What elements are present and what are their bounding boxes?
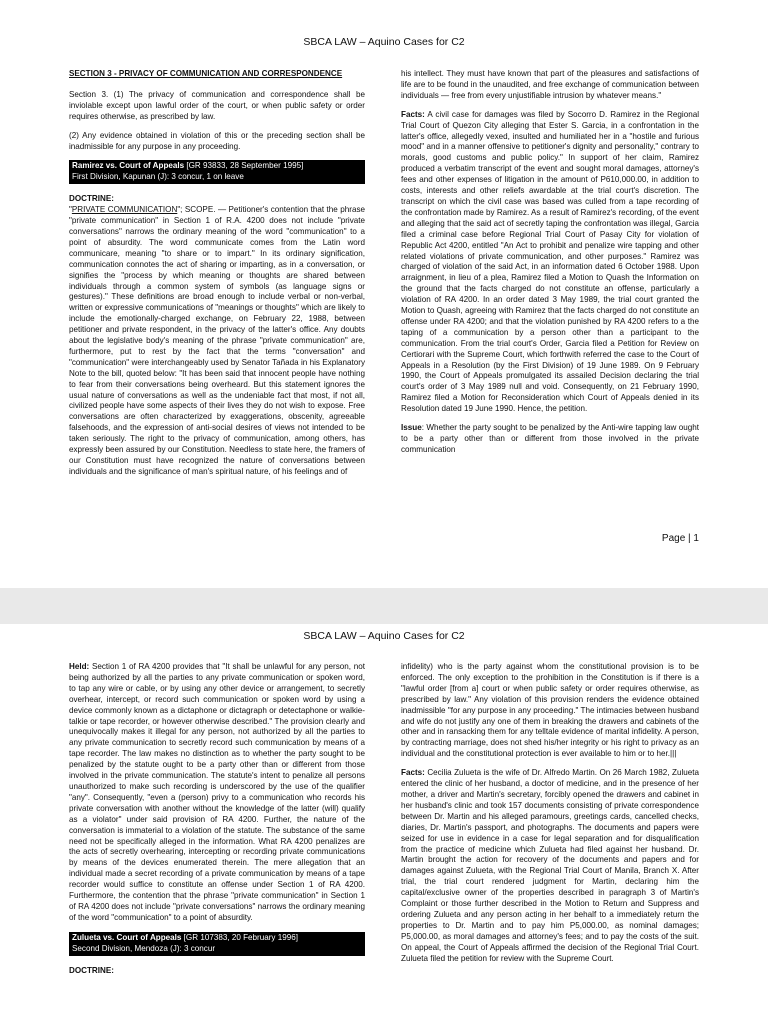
- case-title-box: [69, 160, 365, 184]
- facts-paragraph: [401, 110, 699, 415]
- right-column: [401, 69, 699, 464]
- held-label: Held:: [69, 662, 90, 671]
- right-column: [401, 662, 699, 972]
- left-column: [69, 69, 365, 486]
- case-citation: [GR 93833, 28 September 1995]: [184, 161, 304, 171]
- issue-label: Issue: [401, 423, 422, 433]
- section-paragraph-1: Section 3. (1) The privacy of communication and correspondence shall be inviolable except upon lawful order of the court, or when public safety or order requires otherwise, as prescribed by law.: [69, 89, 365, 121]
- continuation-paragraph: his intellect. They must have known that part of the pleasures and satisfactions of life are to be found in the unaudited, and free exchange of communication between individuals — free from every unjustifiable intrusion by whatever means.": [401, 69, 699, 100]
- section-paragraph-2: (2) Any evidence obtained in violation of this or the preceding section shall be inadmissible for any purpose in any proceeding.: [69, 130, 365, 151]
- continuation-paragraph: infidelity) who is the party against whom the constitutional provision is to be enforced. The only exception to the prohibition in the Constitution is if there is a "lawful order [from a] court or when public safety or order requires otherwise, as prescribed by law." Any violation of this provision renders the evidence obtained inadmissible "for any purpose in any proceeding." The intimacies between husband and wife do not justify any one of them in breaking the drawers and cabinets of the other and in ransacking them for any telltale evidence of marital infidelity. A person, by contracting marriage, does not shed his/her integrity or his right to privacy as an individual and the constitutional protection is ever available to him or to her.|||: [401, 662, 699, 759]
- section-heading: SECTION 3 - PRIVACY OF COMMUNICATION AND CORRESPONDENCE: [69, 69, 343, 78]
- facts-text: Cecilia Zulueta is the wife of Dr. Alfredo Martin. On 26 March 1982, Zulueta entered the clinic of her husband, a doctor of medicine, and in the presence of her mother, a driver and Martin's secretary, forcibly opened the drawers and cabinet in her husband's clinic and took 157 documents consisting of private correspondence between Dr. Martin and his alleged paramours, greetings cards, cancelled checks, diaries, Dr. Martin's passport, and photographs. The documents and papers were seized for use in evidence in a case for legal separation and for disqualification from the practice of medicine which Zulueta had filed against her husband. Dr. Martin brought the action for recovery of the documents and papers and for damages against Zulueta, with the Regional Trial Court of Manila, Branch X. After trial, the trial court rendered judgment for Martin, declaring him the capital/exclusive owner of the properties described in paragraph 3 of Martin's Complaint or those further described in the Motion to Return and Suppress and ordering Zulueta and any person acting in her behalf to a immediately return the properties to Dr. Martin and to pay him P5,000.00, as nominal damages; P5,000.00, as moral damages and attorney's fees; and to pay the costs of the suit. On appeal, the Court of Appeals affirmed the decision of the Regional Trial Court. Zulueta filed the petition for review with the Supreme Court.: [401, 768, 699, 963]
- doctrine-term: PRIVATE COMMUNICATION: [71, 205, 178, 215]
- held-text: Section 1 of RA 4200 provides that "It shall be unlawful for any person, not being authorized by all the parties to any private communication or spoken word, to tap any wire or cable, or by using any other device or arrangement, to secretly overhear, intercept, or record such communication or spoken word by using a device commonly known as a dictaphone or dictagraph or detectaphone or walkie-talkie or tape recorder, or however otherwise described." The provision clearly and unequivocally makes it illegal for any person, not authorized by all the parties to any private communication to secretly record such communication by means of a tape recorder. The law makes no distinction as to whether the party sought to be penalized by the statute ought to be a party other than or different from those involved in the private communication. The statute's intent to penalize all persons unauthorized to make such recording is underscored by the use of the qualifier "any". Consequently, "even a (person) privy to a communication who records his private conversation with another without the knowledge of the latter (will) qualify as a violator" under said provision of RA 4200. Further, the nature of the conversation is immaterial to a violation of the statute. The substance of the same need not be specifically alleged in the information. What RA 4200 penalizes are the acts of secretly overhearing, intercepting or recording private communications by means of the devices enumerated therein. The mere allegation that an individual made a secret recording of a private communication by means of a tape recorder would suffice to constitute an offense under Section 1 of RA 4200. Furthermore, the contention that the phrase "private communication" in Section 1 of RA 4200 does not include "private conversations" narrows the ordinary meaning of the word "communication" to a point of absurdity.: [69, 662, 365, 922]
- left-column: [69, 662, 365, 976]
- issue-paragraph: [401, 423, 699, 456]
- doctrine-text: "; SCOPE. — Petitioner's contention that the phrase "private communication" in Section 1 of R.A. 4200 does not include "private conversations" narrows the ordinary meaning of the word "communication" to a point of absurdity. The word communicate comes from the Latin word communicare, meaning "to share or to impart." In its ordinary signification, communication connotes the act of sharing or imparting, as in a conversation, or signifies the "process by which meaning or thoughts are shared between individuals through a common system of symbols (as language signs or gestures)." These definitions are broad enough to include verbal or non-verbal, written or expressive communications of "meanings or thoughts" which are likely to include the emotionally-charged exchange, on February 22, 1988, between petitioner and private respondent, in the privacy of the latter's office. Any doubts about the legislative body's meaning of the phrase "private communication" are, furthermore, put to rest by the fact that the terms "conversation" and "communication" were interchangeably used by Senator Tañada in his Explanatory Note to the bill, quoted below: "It has been said that innocent people have nothing to fear from their conversations being overheard. But this statement ignores the usual nature of conversations as well as the undeniable fact that most, if not all, civilized people have some aspects of their lives they do not wish to expose. Free conversations are often characterized by exaggerations, obscenity, agreeable falsehoods, and the expression of anti-social desires of views not intended to be taken seriously. The right to the privacy of communication, among others, has expressly been assured by our Constitution. Needless to state here, the framers of our Constitution must have recognized the nature of conversations between individuals and the significance of man's spiritual nature, of his feelings and of: [69, 205, 365, 476]
- doctrine-label: DOCTRINE:: [69, 194, 114, 204]
- page-header-title: SBCA LAW – Aquino Cases for C2: [303, 36, 465, 48]
- doctrine-label: DOCTRINE:: [69, 965, 114, 975]
- facts-text: A civil case for damages was filed by Socorro D. Ramirez in the Regional Trial Court of Quezon City alleging that Ester S. Garcia, in a confrontation in the latter's office, allegedly vexed, insulted and humiliated her in a "hostile and furious mood" and in a manner offensive to petitioner's dignity and personality," contrary to morals, good customs and public policy." In support of her claim, Ramirez produced a verbatim transcript of the event and sought moral damages, attorney's fees and other expenses of litigation in the amount of P610,000.00, in addition to costs, interests and other reliefs awardable at the trial court's discretion. The transcript on which the civil case was based was culled from a tape recording of the confrontation made by Ramirez. As a result of Ramirez's recording, of the event and alleging that the said act of secretly taping the confrontation was illegal, Garcia filed a criminal case before Regional Trial Court of Pasay City for violation of Republic Act 4200, entitled "An Act to prohibit and penalize wire tapping and other related violations of private communication, and other purposes." Ramirez was charged of violation of the said Act, in an information dated 6 October 1988. Upon arraignment, in lieu of a plea, Ramirez filed a Motion to Quash the Information on the ground that the facts charged do not constitute an offense, particularly a violation of RA 4200. In an order dated 3 May 1989, the trial court granted the Motion to Quash, agreeing with Ramirez that the facts charged do not constitute an offense under RA 4200; and that the violation punished by RA 4200 refers to a the taping of a communication by a person other than a participant to the communication. From the trial court's Order, Garcia filed a Petition for Review on Certiorari with the Supreme Court, which forthwith referred the case to the Court of Appeals in a Resolution (by the First Division) of 19 June 1989. On 9 February 1990, the Court of Appeals promulgated its assailed Decision declaring the trial court's order of 3 May 1989 null and void. Consequently, on 21 February 1990, Ramirez filed a Motion for Reconsideration which Court of Appeals denied in its Resolution dated 19 June 1990. Hence, the petition.: [401, 109, 700, 414]
- case-name: Ramirez vs. Court of Appeals: [72, 161, 185, 171]
- case-title-box: [69, 932, 365, 956]
- facts-label: Facts:: [401, 109, 425, 119]
- facts-paragraph: [401, 768, 699, 964]
- document-page-2: [0, 624, 768, 1024]
- issue-text: : Whether the party sought to be penalized by the Anti-wire tapping law ought to be a party other than or different from those involved in the private communication: [401, 423, 699, 454]
- facts-label: Facts:: [401, 768, 425, 778]
- case-citation: [GR 107383, 20 February 1996]: [181, 932, 298, 942]
- case-division: First Division, Kapunan (J): 3 concur, 1 on leave: [72, 172, 244, 182]
- doctrine-paragraph: "PRIVATE COMMUNICATION"; SCOPE. — Petitioner's contention that the phrase "private communication" in Section 1 of R.A. 4200 does not include "private conversations" narrows the ordinary meaning of the word "communication" to a point of absurdity. The word communicate comes from the Latin word communicare, meaning "to share or to impart." In its ordinary signification, communication connotes the act of sharing or imparting, as in a conversation, or signifies the "process by which meaning or thoughts are shared between individuals through a common system of symbols (as language signs or gestures)." These definitions are broad enough to include verbal or non-verbal, written or expressive communications of "meanings or thoughts" which are likely to include the emotionally-charged exchange, on February 22, 1988, between petitioner and private respondent, in the privacy of the latter's office. Any doubts about the legislative body's meaning of the phrase "private communication" are, furthermore, put to rest by the fact that the terms "conversation" and "communication" were interchangeably used by Senator Tañada in his Explanatory Note to the bill, quoted below: "It has been said that innocent people have nothing to fear from their conversations being overheard. But this statement ignores the usual nature of conversations as well as the undeniable fact that most, if not all, civilized people have some aspects of their lives they do not wish to expose. Free conversations are often characterized by exaggerations, obscenity, agreeable falsehoods, and the expression of anti-social desires of views not intended to be taken seriously. The right to the privacy of communication, among others, has expressly been assured by our Constitution. Needless to state here, the framers of our Constitution must have recognized the nature of conversations between individuals and the significance of man's spiritual nature, of his feelings and of: [69, 205, 365, 476]
- page-number: Page | 1: [661, 533, 699, 544]
- page-header-title: SBCA LAW – Aquino Cases for C2: [303, 630, 465, 642]
- page-gap: [0, 588, 768, 624]
- case-division: Second Division, Mendoza (J): 3 concur: [72, 943, 216, 953]
- held-paragraph: [69, 662, 365, 924]
- case-name: Zulueta vs. Court of Appeals: [72, 932, 182, 942]
